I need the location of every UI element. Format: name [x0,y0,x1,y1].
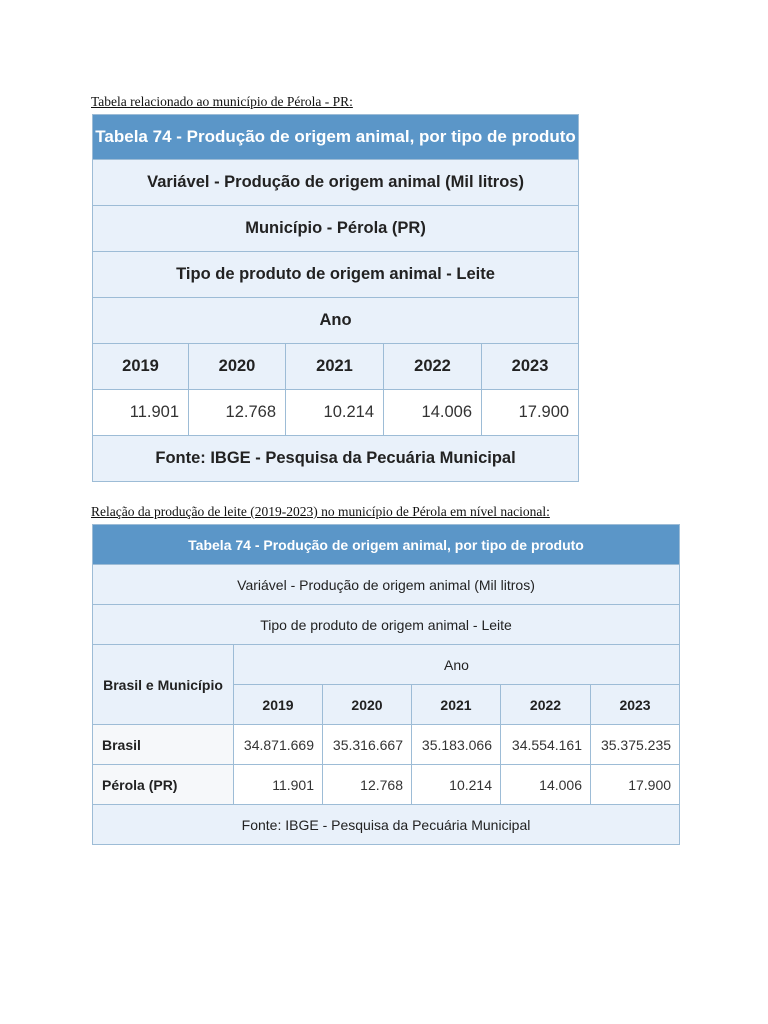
table-cell: 35.375.235 [591,725,680,765]
caption-table-2: Relação da produção de leite (2019-2023) no município de Pérola em nível nacional: [91,504,550,519]
table-cell: 34.554.161 [501,725,591,765]
value-2019: 11.901 [93,390,189,436]
year-header-2023: 2023 [591,685,680,725]
value-2021: 10.214 [286,390,384,436]
municipality-label: Município - Pérola (PR) [93,206,579,252]
source-note: Fonte: IBGE - Pesquisa da Pecuária Municipal [93,805,680,845]
table-cell: 17.900 [591,765,680,805]
table-cell: 12.768 [323,765,412,805]
table-cell: 34.871.669 [234,725,323,765]
table-cell: 35.183.066 [412,725,501,765]
table-row [93,725,680,765]
year-group-header: Ano [93,298,579,344]
caption-table-1: Tabela relacionado ao município de Pérola - PR: [91,94,353,109]
product-label: Tipo de produto de origem animal - Leite [93,252,579,298]
year-header-2021: 2021 [412,685,501,725]
year-header-2019: 2019 [234,685,323,725]
year-header-2019: 2019 [93,344,189,390]
table-cell: 10.214 [412,765,501,805]
year-header-2020: 2020 [323,685,412,725]
variable-label: Variável - Produção de origem animal (Mil litros) [93,160,579,206]
row-label-brasil: Brasil [93,725,234,765]
table-cell: 14.006 [501,765,591,805]
production-table-perola [92,114,579,482]
value-2022: 14.006 [384,390,482,436]
value-2023: 17.900 [482,390,579,436]
row-header: Brasil e Município [93,645,234,725]
year-header-2020: 2020 [189,344,286,390]
table-cell: 35.316.667 [323,725,412,765]
year-header-2021: 2021 [286,344,384,390]
production-table-national [92,524,680,845]
year-header-2022: 2022 [384,344,482,390]
table-title: Tabela 74 - Produção de origem animal, por tipo de produto [93,115,579,160]
value-2020: 12.768 [189,390,286,436]
table-row [93,765,680,805]
table-title: Tabela 74 - Produção de origem animal, por tipo de produto [93,525,680,565]
product-label: Tipo de produto de origem animal - Leite [93,605,680,645]
variable-label: Variável - Produção de origem animal (Mil litros) [93,565,680,605]
table-cell: 11.901 [234,765,323,805]
year-header-2022: 2022 [501,685,591,725]
row-label-perola: Pérola (PR) [93,765,234,805]
year-group-header: Ano [234,645,680,685]
source-note: Fonte: IBGE - Pesquisa da Pecuária Municipal [93,436,579,482]
year-header-2023: 2023 [482,344,579,390]
